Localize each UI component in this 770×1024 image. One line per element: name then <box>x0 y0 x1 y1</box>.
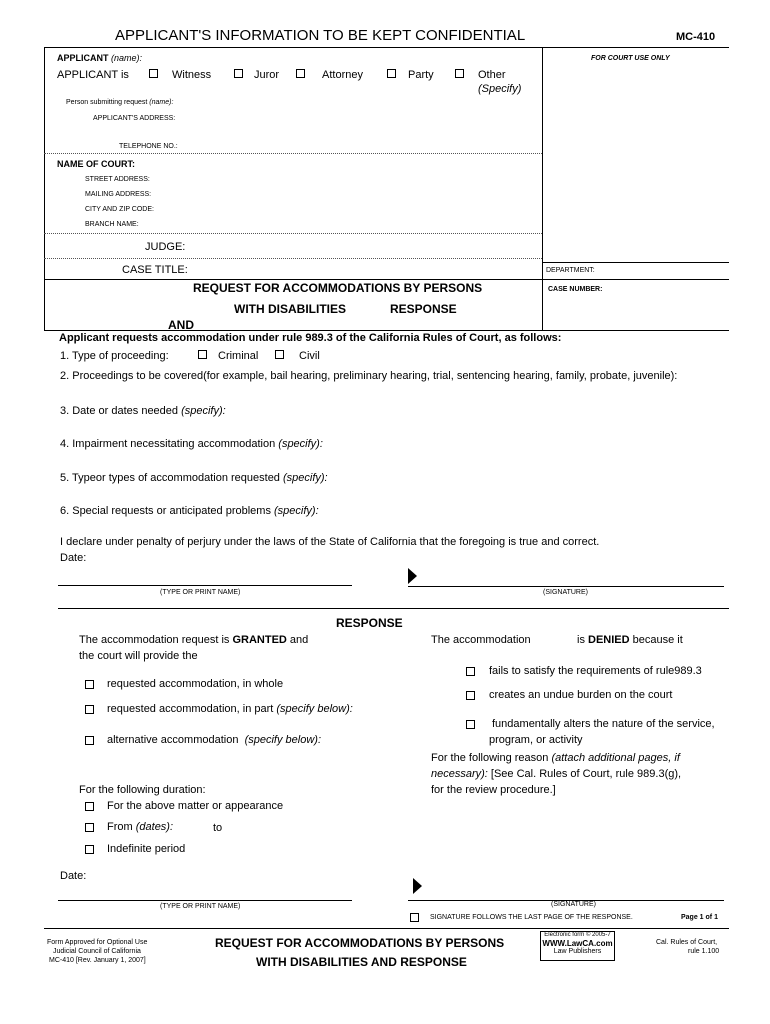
form-number: MC-410 <box>676 31 716 43</box>
case-title-label: CASE TITLE: <box>122 264 188 276</box>
item4-label: 4. Impairment necessitating accommodation (specify): <box>60 438 323 450</box>
party-label: Party <box>408 69 434 81</box>
denied-line: is DENIED because it <box>577 634 683 646</box>
court-use-label: FOR COURT USE ONLY <box>591 55 670 62</box>
rules-line2: rule 1.100 <box>688 948 720 955</box>
duration-label: For the following duration: <box>79 784 206 796</box>
grant-part-label: requested accommodation, in part (specify below): <box>107 703 353 715</box>
signature-follows-checkbox[interactable] <box>410 913 419 922</box>
duration-to-label: to <box>213 822 223 834</box>
duration-from-checkbox[interactable] <box>85 823 94 832</box>
witness-checkbox[interactable] <box>149 69 158 78</box>
divider <box>44 233 542 234</box>
telephone-label: TELEPHONE NO.: <box>119 143 178 150</box>
judge-label: JUDGE: <box>145 241 186 253</box>
grant-alternative-checkbox[interactable] <box>85 736 94 745</box>
witness-label: Witness <box>172 69 212 81</box>
deny-alters-checkbox[interactable] <box>466 720 475 729</box>
granted-line1: The accommodation request is GRANTED and <box>79 634 309 646</box>
request-intro: Applicant requests accommodation under rule 989.3 of the California Rules of Court, as follows: <box>59 332 562 344</box>
declaration-text: I declare under penalty of perjury under the laws of the State of California that the foregoing is true and correct. <box>60 536 600 548</box>
criminal-checkbox[interactable] <box>198 350 207 359</box>
duration-indefinite-label: Indefinite period <box>107 843 186 855</box>
approved-line2: Judicial Council of California <box>53 948 141 955</box>
footer-title-line1: REQUEST FOR ACCOMMODATIONS BY PERSONS <box>215 936 505 950</box>
form-title-and: AND <box>168 318 194 332</box>
signature-line[interactable] <box>408 586 724 587</box>
grant-alternative-label: alternative accommodation (specify below): <box>107 734 322 746</box>
civil-label: Civil <box>299 350 320 362</box>
signature-arrow-icon <box>408 568 417 584</box>
grant-part-checkbox[interactable] <box>85 705 94 714</box>
other-label: Other <box>478 69 506 81</box>
duration-from-label: From (dates): <box>107 821 174 833</box>
court-name-label: NAME OF COURT: <box>57 159 135 169</box>
juror-checkbox[interactable] <box>234 69 243 78</box>
city-zip-label: CITY AND ZIP CODE: <box>85 206 154 213</box>
attorney-label: Attorney <box>322 69 363 81</box>
response-date-label: Date: <box>60 870 87 882</box>
top-border <box>44 47 729 48</box>
page-number: Page 1 of 1 <box>681 914 718 921</box>
denied-prefix: The accommodation <box>431 634 531 646</box>
duration-indefinite-checkbox[interactable] <box>85 845 94 854</box>
divider <box>44 330 729 331</box>
deny-alters-label-line2: program, or activity <box>489 734 583 746</box>
signature-arrow-icon <box>413 878 422 894</box>
item2-label: 2. Proceedings to be covered(for example, bail hearing, preliminary hearing, trial, sentencing hearing, family, probate, juvenile): <box>60 370 678 382</box>
department-label: DEPARTMENT: <box>546 267 595 274</box>
divider <box>58 608 729 609</box>
deny-burden-checkbox[interactable] <box>466 691 475 700</box>
rules-line1: Cal. Rules of Court, <box>656 939 718 946</box>
item3-label: 3. Date or dates needed (specify): <box>60 405 226 417</box>
applicant-is-label: APPLICANT is <box>57 69 129 81</box>
juror-label: Juror <box>254 69 280 81</box>
deny-rule-checkbox[interactable] <box>466 667 475 676</box>
item5-label: 5. Typeor types of accommodation requested (specify): <box>60 472 328 484</box>
criminal-label: Criminal <box>218 350 259 362</box>
signature-caption: (SIGNATURE) <box>551 901 596 908</box>
party-checkbox[interactable] <box>387 69 396 78</box>
form-title-line2: WITH DISABILITIES <box>234 302 346 316</box>
applicant-name-label: APPLICANT (name): <box>57 53 143 63</box>
item6-label: 6. Special requests or anticipated problems (specify): <box>60 505 319 517</box>
deny-burden-label: creates an undue burden on the court <box>489 689 673 701</box>
signature-caption: (SIGNATURE) <box>543 589 588 596</box>
lawca-logo <box>540 931 615 961</box>
footer-title-line2: WITH DISABILITIES AND RESPONSE <box>256 955 467 969</box>
name-line[interactable] <box>58 900 352 901</box>
type-name-caption: (TYPE OR PRINT NAME) <box>160 589 241 596</box>
name-line[interactable] <box>58 585 352 586</box>
applicant-address-label: APPLICANT'S ADDRESS: <box>93 115 176 122</box>
case-number-label: CASE NUMBER: <box>548 286 603 293</box>
civil-checkbox[interactable] <box>275 350 284 359</box>
divider <box>44 928 729 929</box>
branch-name-label: BRANCH NAME: <box>85 221 139 228</box>
reason-line1: For the following reason (attach additional pages, if <box>431 752 680 764</box>
logo-copyright: Electronic form © 2005-7 <box>544 932 611 938</box>
other-checkbox[interactable] <box>455 69 464 78</box>
person-submitting-label: Person submitting request (name): <box>66 99 174 106</box>
mailing-address-label: MAILING ADDRESS: <box>85 191 152 198</box>
approved-line3: MC-410 [Rev. January 1, 2007] <box>49 957 146 964</box>
grant-whole-checkbox[interactable] <box>85 680 94 689</box>
reason-line2: necessary): [See Cal. Rules of Court, rule 989.3(g), <box>431 768 682 780</box>
divider <box>542 262 729 263</box>
item1-label: 1. Type of proceeding: <box>60 350 169 362</box>
signature-follows-label: SIGNATURE FOLLOWS THE LAST PAGE OF THE RESPONSE. <box>430 914 633 921</box>
left-border <box>44 47 45 330</box>
logo-url: WWW.LawCA.com <box>542 939 613 948</box>
deny-alters-label-line1: fundamentally alters the nature of the service, <box>492 718 715 730</box>
duration-matter-checkbox[interactable] <box>85 802 94 811</box>
reason-line3: for the review procedure.] <box>431 784 556 796</box>
form-title-response: RESPONSE <box>390 302 457 316</box>
request-date-label: Date: <box>60 552 87 564</box>
attorney-checkbox[interactable] <box>296 69 305 78</box>
type-name-caption: (TYPE OR PRINT NAME) <box>160 903 241 910</box>
duration-matter-label: For the above matter or appearance <box>107 800 284 812</box>
deny-rule-label: fails to satisfy the requirements of rule989.3 <box>489 665 702 677</box>
other-specify-hint: (Specify) <box>478 83 522 95</box>
form-title-line1: REQUEST FOR ACCOMMODATIONS BY PERSONS <box>193 281 483 295</box>
response-heading: RESPONSE <box>336 616 403 630</box>
logo-publisher: Law Publishers <box>553 948 602 955</box>
court-use-divider <box>542 47 543 330</box>
divider <box>44 258 542 259</box>
approved-line1: Form Approved for Optional Use <box>47 939 148 946</box>
divider <box>44 153 542 154</box>
street-address-label: STREET ADDRESS: <box>85 176 150 183</box>
grant-whole-label: requested accommodation, in whole <box>107 678 284 690</box>
divider <box>44 279 729 280</box>
granted-line2: the court will provide the <box>79 650 198 662</box>
confidential-title: APPLICANT'S INFORMATION TO BE KEPT CONFIDENTIAL <box>115 27 526 44</box>
